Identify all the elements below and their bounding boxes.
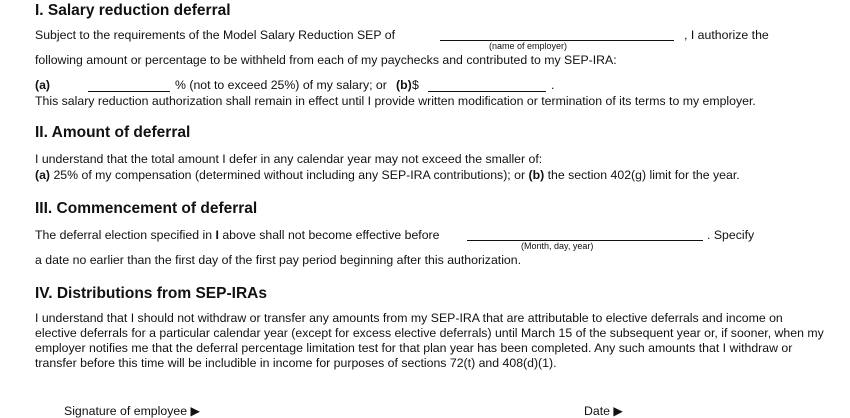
- s4-paragraph: I understand that I should not withdraw or transfer any amounts from my SEP-IRA that are attributable to elective deferrals and income on elective deferrals for a particular calendar year (except for excess elective deferrals) until March 15 of the subsequent year or, if sooner, when my employer notifies me that the deferral percentage limitation test for that plan year has been completed. Any such amounts that I withdraw or transfer before this time will be includible in income for purposes of sections 72(t) and 408(d)(1).: [35, 311, 824, 370]
- option-b-label: (b): [396, 78, 412, 92]
- s1-line1-text: Subject to the requirements of the Model Salary Reduction SEP of: [35, 28, 396, 42]
- percentage-field[interactable]: [88, 91, 170, 92]
- s3-line1-bold: I: [215, 228, 219, 242]
- s1-line1-end: , I authorize the: [684, 28, 769, 42]
- dollar-amount-field[interactable]: [428, 91, 546, 92]
- option-period: .: [551, 78, 555, 92]
- dollar-sign: $: [412, 78, 419, 92]
- percentage-text: % (not to exceed 25%) of my salary; or: [175, 78, 387, 92]
- option-a-label: (a): [35, 78, 51, 92]
- date-label: Date ▶: [584, 404, 623, 418]
- s2-b-label: (b): [528, 168, 545, 182]
- section-1-heading: I. Salary reduction deferral: [35, 2, 231, 19]
- date-caption: (Month, day, year): [521, 241, 594, 251]
- s2-line1-text: I understand that the total amount I defer in any calendar year may not exceed the smaller of:: [35, 152, 543, 166]
- s3-line2-text: a date no earlier than the first day of the first pay period beginning after this authorization.: [35, 253, 522, 267]
- section-4-heading: IV. Distributions from SEP-IRAs: [35, 285, 267, 302]
- s3-line1-b: above shall not become effective before: [222, 228, 440, 242]
- s3-line1-end: . Specify: [707, 228, 755, 242]
- s2-b-text: the section 402(g) limit for the year.: [547, 168, 740, 182]
- s1-line2-text: following amount or percentage to be withheld from each of my paychecks and contributed to my SEP-IRA:: [35, 53, 617, 67]
- s2-line2: [35, 168, 740, 182]
- s2-a-text: 25% of my compensation (determined without including any SEP-IRA contributions); or: [53, 168, 526, 182]
- s3-line1-a: The deferral election specified in: [35, 228, 213, 242]
- s2-a-label: (a): [35, 168, 51, 182]
- s3-line1-text: [35, 228, 439, 242]
- section-3-heading: III. Commencement of deferral: [35, 200, 258, 217]
- employer-caption: (name of employer): [489, 41, 568, 51]
- section-2-heading: II. Amount of deferral: [35, 124, 191, 141]
- s1-line4-text: This salary reduction authorization shall remain in effect until I provide written modification or termination of its terms to my employer.: [35, 94, 756, 108]
- signature-label: Signature of employee ▶: [64, 404, 200, 418]
